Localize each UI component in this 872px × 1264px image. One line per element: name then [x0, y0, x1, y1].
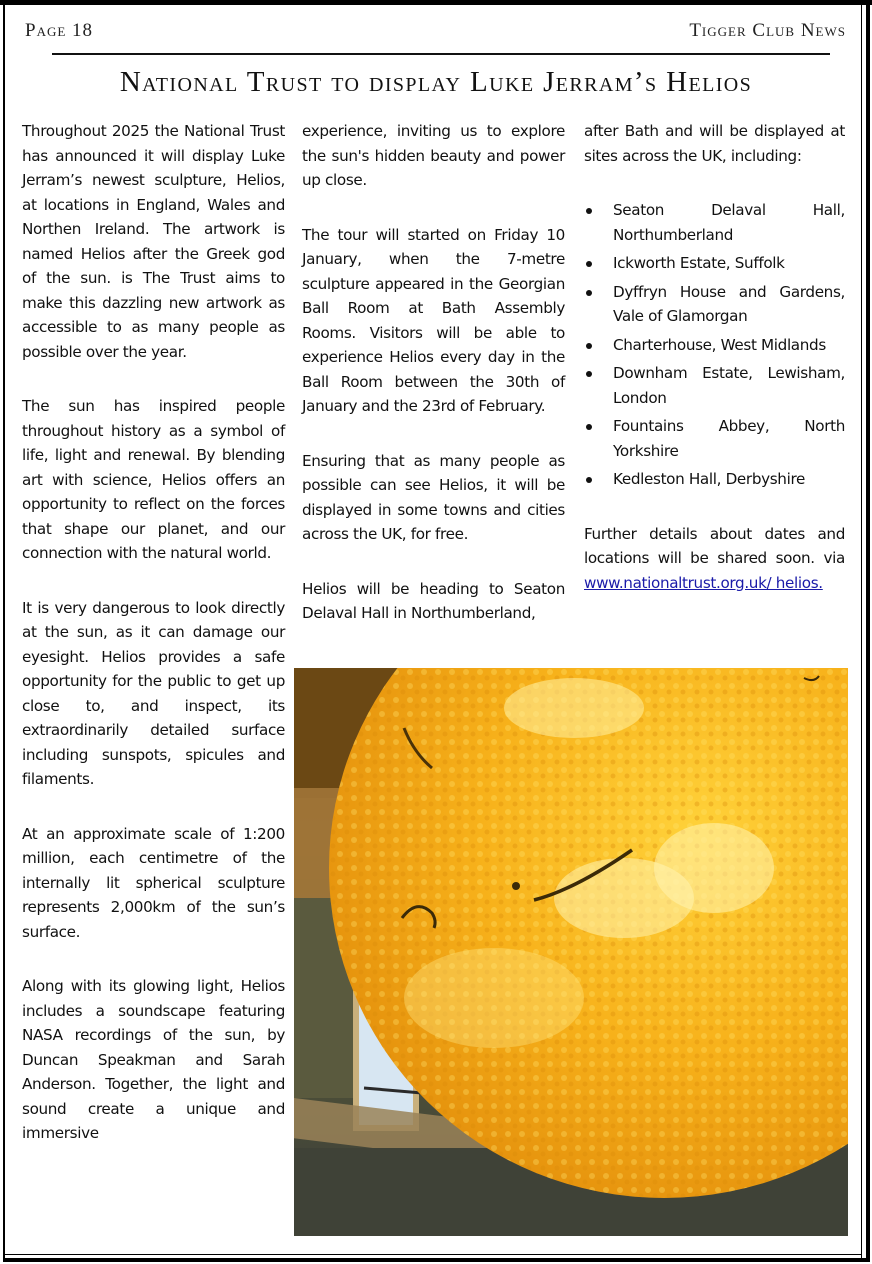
list-item [584, 251, 845, 276]
column-3 [584, 119, 845, 595]
bullet-icon [586, 290, 592, 296]
location-name: Fountains Abbey, North Yorkshire [613, 417, 845, 460]
paragraph: It is very dangerous to look directly at the sun, as it can damage our eyesight. Helios provides a safe opportunity for the public to get up close to, and inspect, its extraordinarily detailed surface including sunspots, spicules and filaments. [22, 598, 285, 788]
helios-photo [294, 668, 848, 1236]
bullet-icon [586, 261, 592, 267]
page-border-bottom-inner [3, 1254, 862, 1255]
list-item [584, 198, 845, 247]
page-border-top [0, 0, 872, 5]
paragraph: The tour will started on Friday 10 January, when the 7-metre sculpture appeared in the Georgian Ball Room at Bath Assembly Rooms. Visitors will be able to experience Helios every day in the Ball Room between the 30th of January and the 23rd of February. [302, 225, 565, 415]
list-item [584, 467, 845, 492]
page-border-right-outer [866, 0, 870, 1262]
list-item [584, 414, 845, 463]
column-1 [22, 119, 285, 1146]
location-name: Ickworth Estate, Suffolk [613, 254, 785, 272]
location-name: Dyffryn House and Gardens, Vale of Glamorgan [613, 282, 845, 325]
paragraph: Throughout 2025 the National Trust has announced it will display Luke Jerram’s newest sculpture, Helios, at locations in England, Wales and Northen Ireland. The artwork is named Helios after the Greek god of the sun. is The Trust aims to make this dazzling new artwork as accessible to as many people as possible over the year. [22, 122, 285, 361]
paragraph: Along with its glowing light, Helios includes a soundscape featuring NASA recordings of the sun, by Duncan Speakman and Sarah Anderson. Together, the light and sound create a unique and immersive [22, 977, 285, 1142]
helios-sun-image [294, 668, 848, 1236]
national-trust-link[interactable]: www.nationaltrust.org.uk/ helios. [584, 573, 823, 592]
bullet-icon [586, 371, 592, 377]
page-border-right-inner [861, 5, 862, 1258]
paragraph [584, 522, 845, 596]
paragraph: At an approximate scale of 1:200 million, each centimetre of the internally lit spherical sculpture represents 2,000km of the sun’s surface. [22, 824, 285, 941]
column-2 [302, 119, 565, 626]
paragraph: Helios will be heading to Seaton Delaval Hall in Northumberland, [302, 579, 565, 622]
location-name: Kedleston Hall, Derbyshire [613, 470, 806, 488]
bullet-icon [586, 477, 592, 483]
list-item [584, 361, 845, 410]
location-name: Charterhouse, West Midlands [613, 335, 826, 354]
paragraph: The sun has inspired people throughout history as a symbol of life, light and renewal. By blending art with science, Helios offers an opportunity to reflect on the forces that shape our planet, and our connection with the natural world. [22, 397, 285, 562]
article-title: National Trust to display Luke Jerram’s Helios [119, 66, 753, 98]
location-list [584, 198, 845, 492]
header-divider [52, 53, 830, 55]
location-name: Seaton Delaval Hall, Northumberland [613, 201, 845, 244]
location-name: Downham Estate, Lewisham, London [613, 364, 845, 407]
outro-text: Further details about dates and locations will be shared soon. via [584, 524, 845, 567]
page-border-left [3, 0, 5, 1262]
page-border-bottom-outer [3, 1258, 870, 1262]
bullet-icon [586, 424, 592, 430]
paragraph: Ensuring that as many people as possible can see Helios, it will be displayed in some towns and cities across the UK, for free. [302, 451, 565, 543]
list-item [584, 333, 845, 358]
publication-name: Tigger Club News [689, 20, 846, 41]
paragraph: after Bath and will be displayed at sites across the UK, including: [584, 122, 845, 165]
list-item [584, 280, 845, 329]
page-number: Page 18 [25, 20, 94, 41]
bullet-icon [586, 208, 592, 214]
bullet-icon [586, 343, 592, 349]
paragraph: experience, inviting us to explore the sun's hidden beauty and power up close. [302, 122, 565, 189]
